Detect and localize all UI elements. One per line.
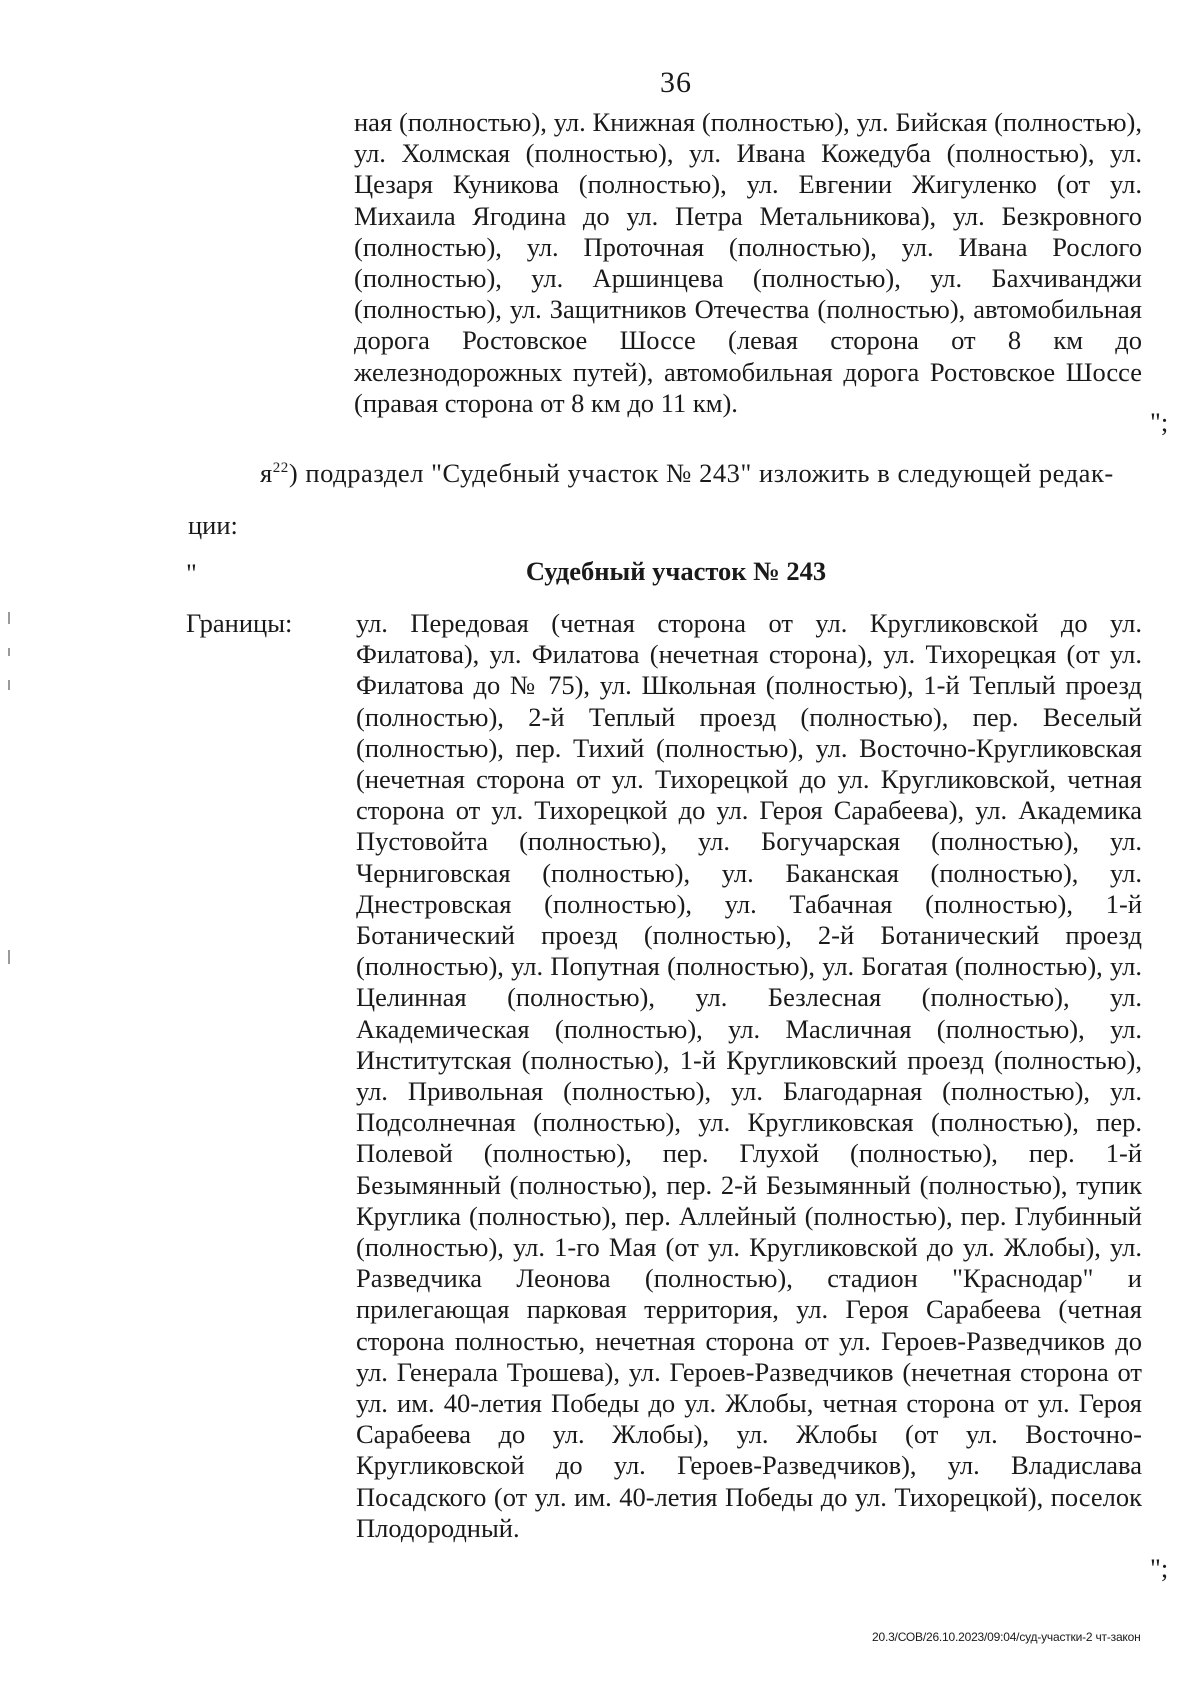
- scan-mark: [8, 648, 10, 656]
- closing-quote: ";: [1150, 1553, 1169, 1583]
- scan-mark: [8, 680, 10, 690]
- section-heading: Судебный участок № 243: [525, 556, 827, 586]
- scan-mark: [8, 950, 10, 964]
- instruction-text: ) подраздел "Судебный участок № 243" изложить в следующей редак-: [288, 458, 1114, 488]
- opening-quote: ": [186, 558, 197, 588]
- document-footer-code: 20.3/СОВ/26.10.2023/09:04/суд-участки-2 чт-закон: [872, 1630, 1141, 1644]
- instruction-continuation: ции:: [188, 510, 238, 540]
- item-letter: я: [260, 458, 273, 488]
- scan-mark: [8, 612, 10, 624]
- item-superscript: 22: [272, 460, 289, 477]
- amendment-instruction: [260, 458, 1142, 489]
- boundaries-paragraph: ул. Передовая (четная сторона от ул. Кругликовской до ул. Филатова), ул. Филатова (нечетная сторона), ул. Тихорецкая (от ул. Филатова до № 75), ул. Школьная (полностью), 1-й Теплый проезд (полностью), 2-й Теплый проезд (полностью), пер. Веселый (полностью), пер. Тихий (полностью), ул. Восточно-Кругликовская (нечетная сторона от ул. Тихорецкой до ул. Кругликовской, четная сторона от ул. Тихорецкой до ул. Героя Сарабеева), ул. Академика Пустовойта (полностью), ул. Богучарская (полностью), ул. Черниговская (полностью), ул. Баканская (полностью), ул. Днестровская (полностью), ул. Табачная (полностью), 1-й Ботанический проезд (полностью), 2-й Ботанический проезд (полностью), ул. Попутная (полностью), ул. Богатая (полностью), ул. Целинная (полностью), ул. Безлесная (полностью), ул. Академическая (полностью), ул. Масличная (полностью), ул. Институтская (полностью), 1-й Кругликовский проезд (полностью), ул. Привольная (полностью), ул. Благодарная (полностью), ул. Подсолнечная (полностью), ул. Кругликовская (полностью), пер. Полевой (полностью), пер. Глухой (полностью), пер. 1-й Безымянный (полностью), пер. 2-й Безымянный (полностью), тупик Круглика (полностью), пер. Аллейный (полностью), пер. Глубинный (полностью), ул. 1-го Мая (от ул. Кругликовской до ул. Жлобы), ул. Разведчика Леонова (полностью), стадион "Краснодар" и прилегающая парковая территория, ул. Героя Сарабеева (четная сторона полностью, нечетная сторона от ул. Героев-Разведчиков до ул. Генерала Трошева), ул. Героев-Разведчиков (нечетная сторона от ул. им. 40-летия Победы до ул. Жлобы, четная сторона от ул. Героя Сарабеева до ул. Жлобы), ул. Жлобы (от ул. Восточно-Кругликовской до ул. Героев-Разведчиков), ул. Владислава Посадского (от ул. им. 40-летия Победы до ул. Тихорецкой), поселок Плодородный.: [356, 608, 1142, 1543]
- boundaries-label: Границы:: [186, 608, 293, 638]
- closing-quote: ";: [1150, 407, 1169, 437]
- continuation-paragraph: ная (полностью), ул. Книжная (полностью), ул. Бийская (полностью), ул. Холмская (полностью), ул. Ивана Кожедуба (полностью), ул. Цезаря Куникова (полностью), ул. Евгении Жигуленко (от ул. Михаила Ягодина до ул. Петра Метальникова), ул. Безкровного (полностью), ул. Проточная (полностью), ул. Ивана Рослого (полностью), ул. Аршинцева (полностью), ул. Бахчиванджи (полностью), ул. Защитников Отечества (полностью), автомобильная дорога Ростовское Шоссе (левая сторона от 8 км до железнодорожных путей), автомобильная дорога Ростовское Шоссе (правая сторона от 8 км до 11 км).: [354, 107, 1142, 418]
- page-number: 36: [660, 66, 692, 99]
